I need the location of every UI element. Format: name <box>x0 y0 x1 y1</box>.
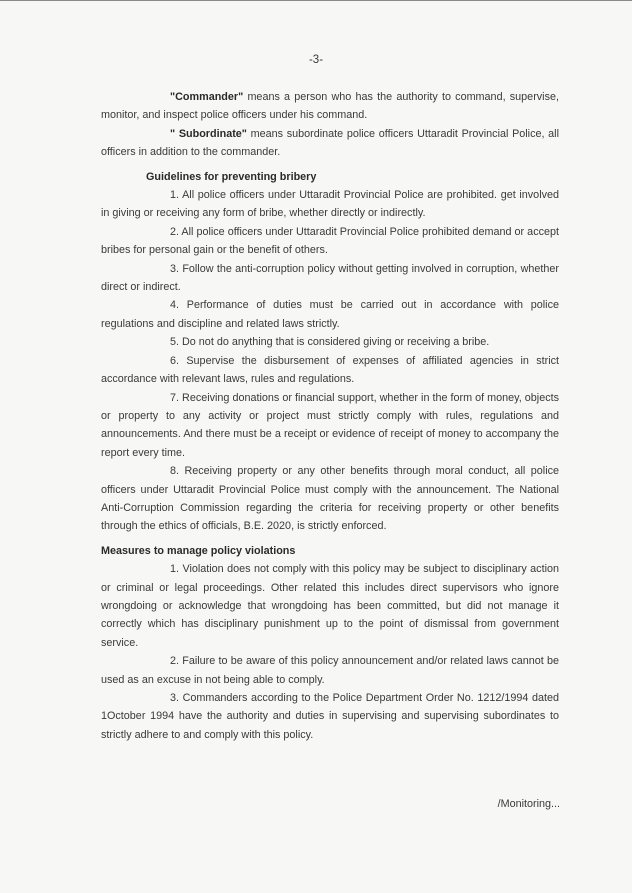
page-number: -3- <box>308 54 324 66</box>
bribery-item: 1. All police officers under Uttaradit Provincial Police are prohibited. get involved in giving or receiving any form of bribe, whether directly or indirectly. <box>101 189 559 220</box>
bribery-item: 7. Receiving donations or financial support, whether in the form of money, objects or property to any activity or project must strictly comply with rules, regulations and announcements. And there must be a receipt or evidence of receipt of money to accompany the report every time. <box>101 391 559 459</box>
bribery-item: 2. All police officers under Uttaradit Provincial Police prohibited demand or accept bribes for personal gain or the benefit of others. <box>101 225 559 257</box>
definition-text: means a person who has the authority to command, supervise, monitor, and inspect police officers under his command. <box>101 91 559 122</box>
definition-term: " Subordinate" <box>170 127 247 140</box>
violation-item: 3. Commanders according to the Police Department Order No. 1212/1994 dated 1October 1994 have the authority and duties in supervising and supervising subordinates to strictly adhere to and comply with this policy. <box>101 692 559 741</box>
document-body <box>101 88 559 744</box>
definition-subordinate <box>101 125 559 162</box>
bribery-item: 4. Performance of duties must be carried out in accordance with police regulations and discipline and related laws strictly. <box>101 299 559 330</box>
bribery-item: 3. Follow the anti-corruption policy without getting involved in corruption, whether direct or indirect. <box>101 262 559 294</box>
violation-item: 1. Violation does not comply with this policy may be subject to disciplinary action or criminal or legal proceedings. Other related this includes direct supervisors who ignore wrongdoing or acknowledge that wrongdoing has been committed, but did not manage it correctly which has disciplinary punishment up to the point of dismissal from government service. <box>101 563 559 649</box>
definition-term: "Commander" <box>170 91 244 103</box>
bribery-item: 8. Receiving property or any other benefits through moral conduct, all police officers under Uttaradit Provincial Police must comply with the announcement. The National Anti-Corruption Commission regarding the criteria for receiving property or other benefits through the ethics of officials, B.E. 2020, is strictly enforced. <box>101 465 559 533</box>
violation-item: 2. Failure to be aware of this policy announcement and/or related laws cannot be used as an excuse in not being able to comply. <box>101 655 559 686</box>
definition-text: means subordinate police officers Uttaradit Provincial Police, all officers in addition to the commander. <box>101 127 559 159</box>
scan-top-border <box>0 0 632 1</box>
continuation-footer: /Monitoring... <box>497 798 560 810</box>
bribery-item: 6. Supervise the disbursement of expenses of affiliated agencies in strict accordance with relevant laws, rules and regulations. <box>101 354 559 386</box>
definition-commander <box>101 88 559 125</box>
bribery-item: 5. Do not do anything that is considered giving or receiving a bribe. <box>170 336 490 349</box>
section-heading-violations: Measures to manage policy violations <box>101 544 296 557</box>
section-heading-bribery: Guidelines for preventing bribery <box>146 170 317 183</box>
